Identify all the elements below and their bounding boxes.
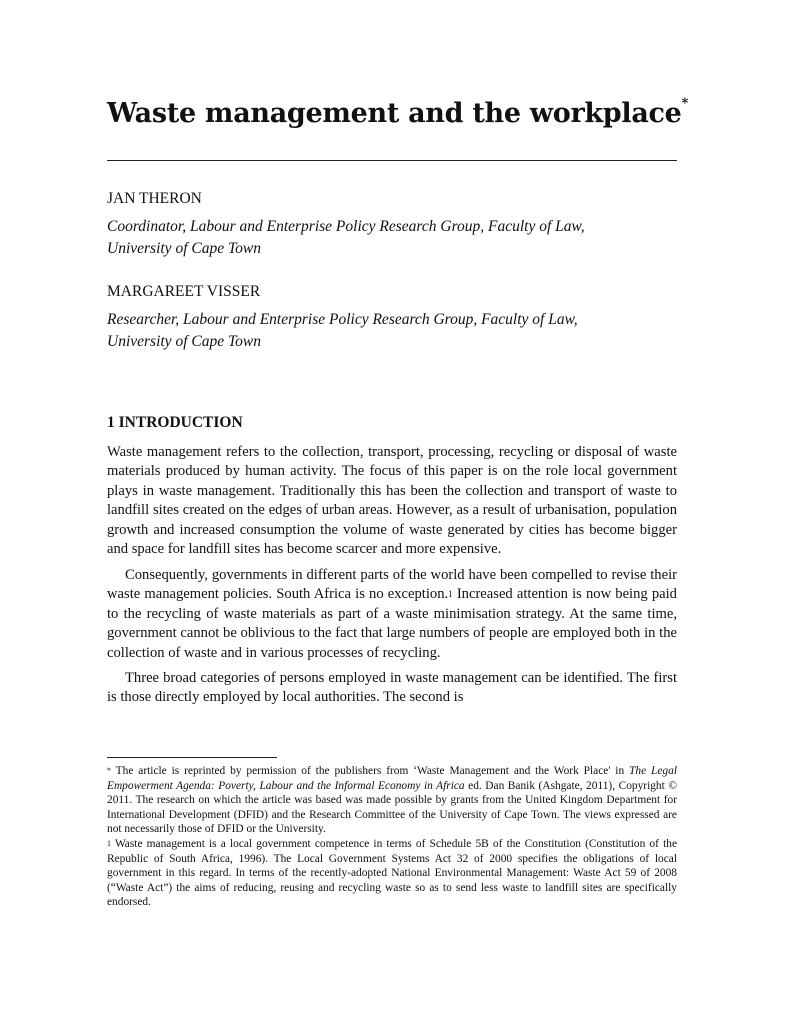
affiliation-line: University of Cape Town	[107, 333, 262, 350]
paragraph-text: Increased attention is now being paid to the recycling of waste materials as part of a waste minimisation strategy. At the same time, government cannot be oblivious to the fact that large numbers of people are employed both in the collection of waste and in various processes of recycling.	[107, 586, 677, 661]
footnote-divider	[107, 757, 277, 758]
document-title	[107, 98, 688, 129]
book-title: The Legal Empowerment Agenda: Poverty, Labour and the Informal Economy in Africa	[107, 765, 677, 792]
author-name: JAN THERON	[107, 190, 202, 207]
author-affiliation	[107, 216, 677, 260]
author-name: MARGAREET VISSER	[107, 283, 261, 300]
paragraph: Three broad categories of persons employed in waste management can be identified. The first is those directly employed by local authorities. The second is	[107, 669, 677, 706]
body-text	[107, 443, 677, 714]
footnote-text: The article is reprinted by permission of the publishers from ‘Waste Management and the Work Place' in	[111, 765, 630, 777]
paragraph: Waste management refers to the collection, transport, processing, recycling or disposal of waste materials produced by human activity. The focus of this paper is on the role local government plays in waste management. Traditionally this has been the collection and transport of waste to landfill sites created on the edges of urban areas. However, as a result of urbanisation, population growth and increased consumption the volume of waste generated by cities has become bigger and space for landfill sites has become scarcer and more expensive.	[107, 444, 677, 558]
title-text: Waste management and the workplace	[107, 98, 682, 129]
footnote-reference[interactable]: 1	[448, 589, 453, 600]
footnotes	[107, 764, 677, 910]
footnote-text: ed. Dan Banik (Ashgate, 2011), Copyright © 2011. The research on which the article was based was made possible by grants from the United Kingdom Department for International Development (DFID) and the Research Committee of the University of Cape Town. The views expressed are not necessarily those of DFID or the University.	[107, 779, 677, 836]
author-affiliation	[107, 309, 677, 353]
paragraph	[107, 566, 677, 663]
section-heading: 1 INTRODUCTION	[107, 414, 243, 431]
affiliation-line: Coordinator, Labour and Enterprise Policy Research Group, Faculty of Law,	[107, 218, 585, 235]
title-footnote-mark: *	[681, 96, 689, 111]
affiliation-line: University of Cape Town	[107, 240, 262, 257]
paragraph-text: Consequently, governments in different parts of the world have been compelled to revise their waste management policies. South Africa is no exception.	[107, 566, 677, 603]
footnote-mark: 1	[107, 838, 111, 848]
footnote-mark: *	[107, 766, 111, 775]
title-divider	[107, 160, 677, 161]
footnote-star	[107, 764, 677, 837]
footnote-1	[107, 837, 677, 910]
affiliation-line: Researcher, Labour and Enterprise Policy Research Group, Faculty of Law,	[107, 311, 578, 328]
footnote-text: Waste management is a local government competence in terms of Schedule 5B of the Constitution (Constitution of the Republic of South Africa, 1996). The Local Government Systems Act 32 of 2000 specifies the obligations of local government in this regard. In terms of the recently-adopted National Environmental Management: Waste Act 59 of 2008 (“Waste Act”) the aims of reducing, reusing and recycling waste so as to send less waste to landfill sites are specifically endorsed.	[107, 837, 677, 909]
